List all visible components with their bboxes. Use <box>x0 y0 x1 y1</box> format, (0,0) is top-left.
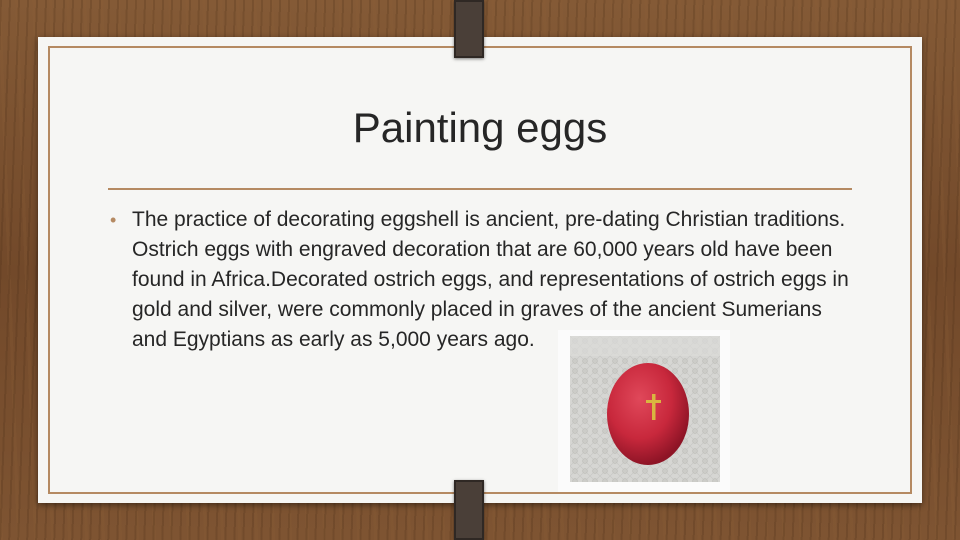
title-divider <box>108 188 852 190</box>
bullet-text: The practice of decorating eggshell is ancient, pre-dating Christian traditions. Ostrich eggs with engraved decoration that are 60,000 years old have been found in Africa.Decorated ostrich eggs, and representations of ostrich eggs in gold and silver, were commonly placed in graves of the ancient Sumerians and Egyptians as early as 5,000 years ago. <box>132 208 849 351</box>
bottom-strap <box>454 480 484 540</box>
bullet-list <box>108 205 852 355</box>
egg-photo <box>570 336 720 482</box>
egg-illustration <box>570 336 720 482</box>
red-egg <box>607 363 689 465</box>
egg-photo-frame <box>558 330 730 492</box>
top-strap <box>454 0 484 58</box>
bullet-icon: • <box>110 210 117 230</box>
slide-title: Painting eggs <box>352 104 608 151</box>
bullet-item <box>108 205 852 355</box>
